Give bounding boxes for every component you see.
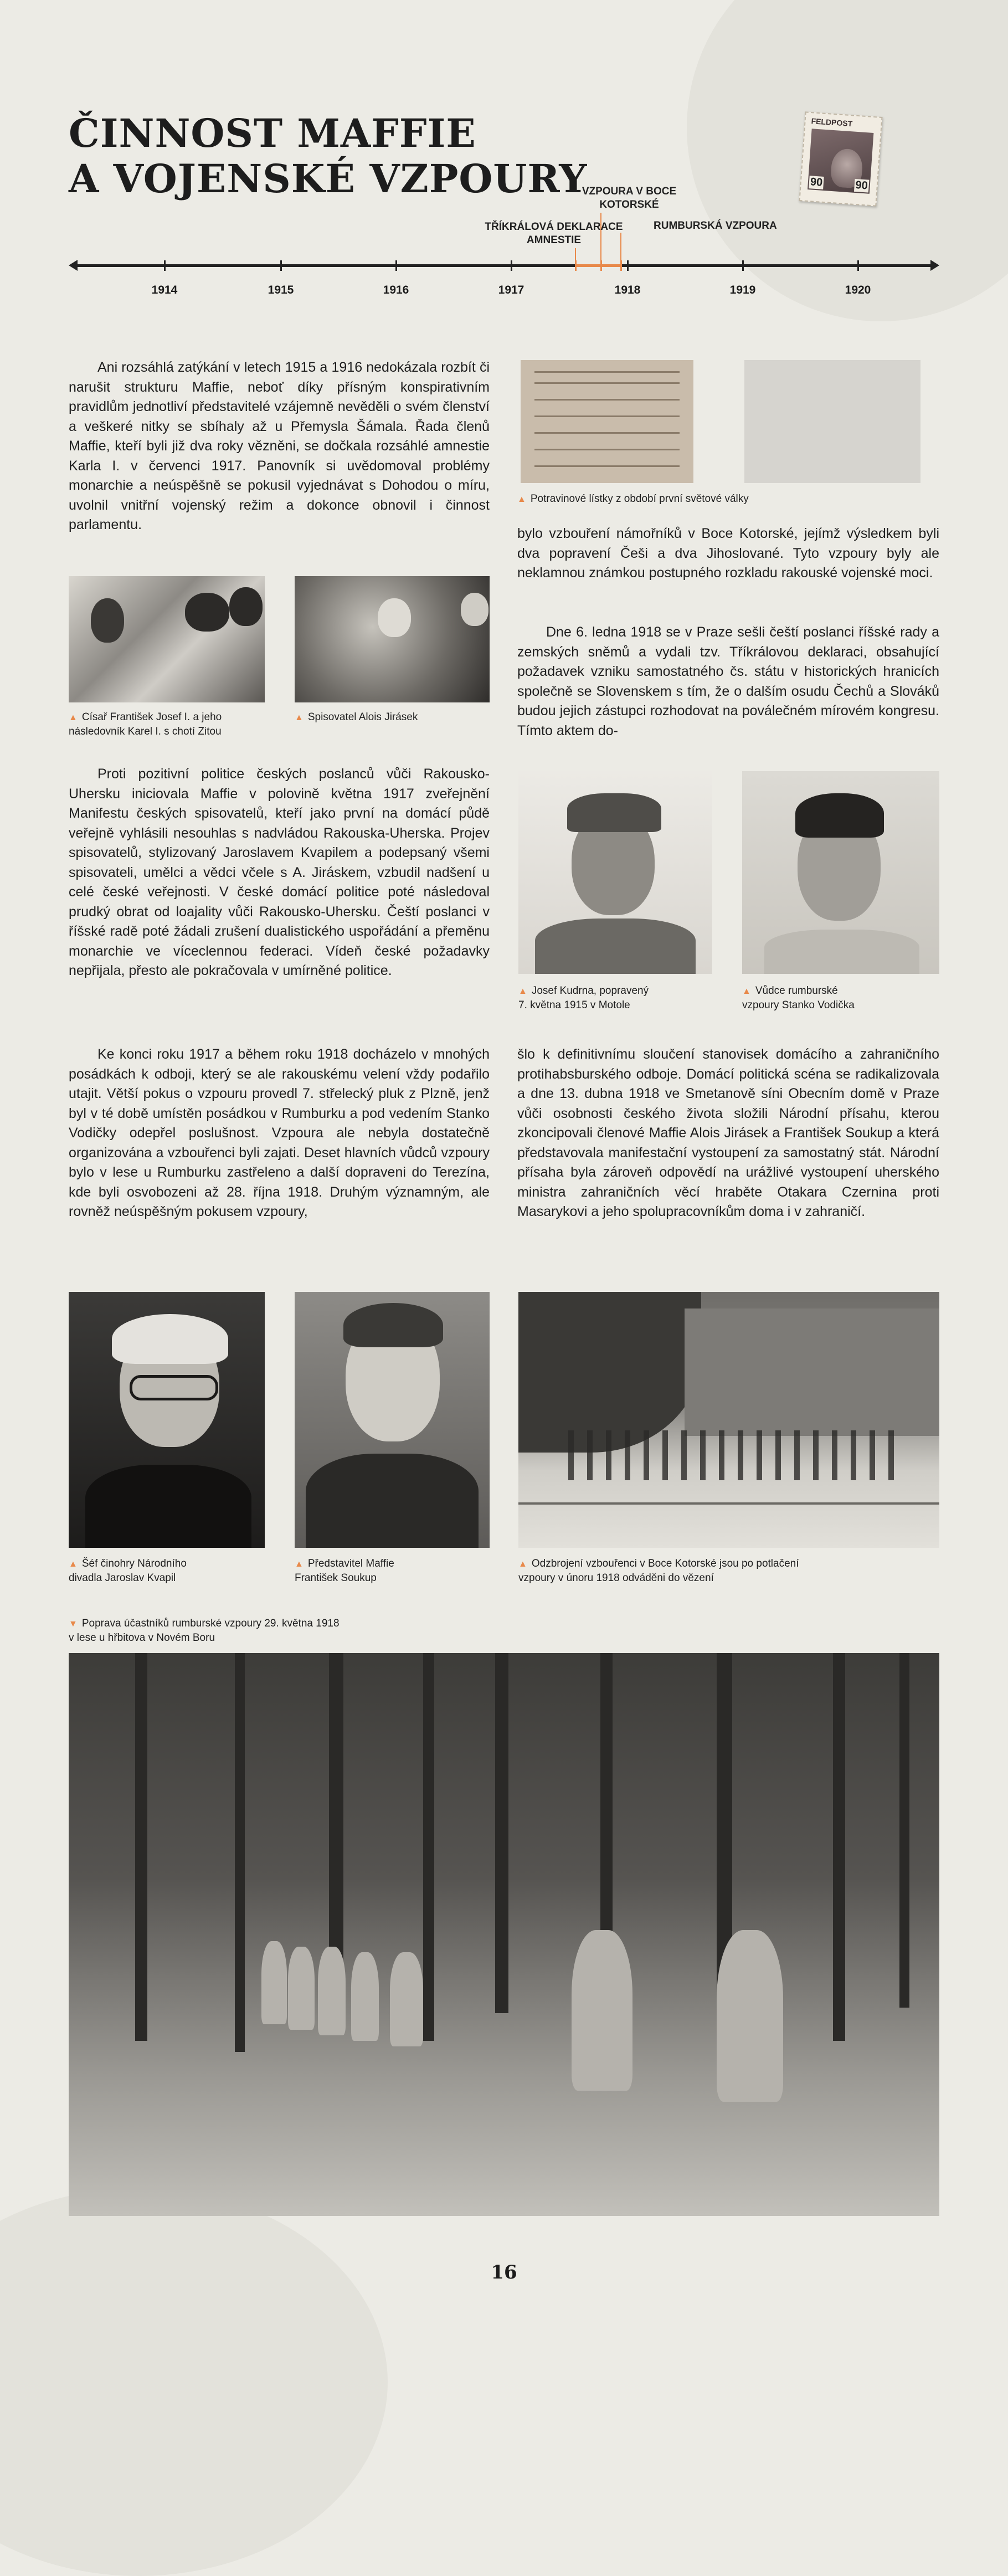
kudrna-portrait <box>518 771 712 974</box>
caption-ration-cards: ▲ Potravinové lístky z období první světové války <box>517 493 749 505</box>
timeline-axis <box>74 264 934 267</box>
page-number: 16 <box>491 2261 517 2283</box>
event-connector <box>575 248 576 263</box>
timeline-year: 1917 <box>498 284 524 296</box>
timeline-tick <box>857 260 859 271</box>
caption-kotor: ▲ Odzbrojení vzbouřenci v Boce Kotorské jsou po potlačení vzpoury v únoru 1918 odváděni do vězení <box>518 1558 799 1584</box>
timeline-event-kotor: VZPOURA V BOCE KOTORSKÉ <box>582 186 677 211</box>
timeline-year: 1914 <box>151 284 178 296</box>
triangle-up-icon: ▲ <box>517 495 526 504</box>
title-line-2: A VOJENSKÉ VZPOURY <box>69 156 588 202</box>
triangle-up-icon: ▲ <box>518 987 527 996</box>
triangle-up-icon: ▲ <box>295 713 304 722</box>
stamp-label: FELDPOST <box>811 116 853 129</box>
ration-card-image <box>744 360 920 483</box>
kotor-mutineers-photo <box>518 1292 939 1548</box>
paragraph: Dne 6. ledna 1918 se v Praze sešli čeští poslanci říšské rady a zemských sněmů a vydali tzv. Tříkrálovou deklaraci, obsahující požadavek vzniku samostatného čs. státu v historických hranicích společně se Slovenskem s tím, že o dalším osudu Čechů a Slováků budou jejich zástupci rozhodovat na poválečném mírovém kongresu. Tímto aktem do- <box>517 624 939 738</box>
title-line-1: ČINNOST MAFFIE <box>69 110 476 156</box>
stamp-value-left: 90 <box>809 176 824 189</box>
timeline-tick <box>511 260 512 271</box>
triangle-up-icon: ▲ <box>69 713 78 722</box>
caption-execution: ▼ Poprava účastníků rumburské vzpoury 29. května 1918 v lese u hřbitova v Novém Boru <box>69 1618 340 1644</box>
timeline-tick <box>742 260 744 271</box>
paragraph: bylo vzbouření námořníků v Boce Kotorské, jejímž výsledkem byli dva popravení Češi a dva Jihoslované. Tyto vzpoury byly ale neklamnou známkou postupného rozkladu rakouské vojenské moci. <box>517 526 939 581</box>
paragraph: Ani rozsáhlá zatýkání v letech 1915 a 1916 nedokázala rozbít či narušit strukturu Maffie, neboť díky přísným konspirativním pravidlům jednotliví představitelé vzájemně nevěděli o svém členství a veškeré nitky se sbíhaly až u Přemysla Šámala. Řada členů Maffie, kteří byli již dva roky vězněni, se dočkala rozsáhlé amnestie Karla I. v červenci 1917. Panovník si uvědomoval problémy monarchie a neúspěšně se pokusil vyjednávat s Dohodou o míru, uvolnil vnitřní vojenský režim a dokonce obnovil i činnost parlamentu. <box>69 360 490 532</box>
triangle-up-icon: ▲ <box>69 1559 78 1569</box>
timeline-arrow-right-icon <box>930 260 939 271</box>
caption-jirasek: ▲ Spisovatel Alois Jirásek <box>295 711 418 723</box>
caption-vodicka: ▲ Vůdce rumburské vzpoury Stanko Vodička <box>742 985 855 1011</box>
timeline-highlight-segment <box>577 264 621 267</box>
timeline-year: 1920 <box>845 284 871 296</box>
emperor-photo <box>69 576 265 702</box>
paragraph: Proti pozitivní politice českých poslanců vůči Rakousko-Uhersku iniciovala Maffie v polovině května 1917 zveřejnění Manifestu českých spisovatelů, kteří jako první na domácí půdě veřejně vyhlásili nesouhlas s nadvládou Rakouska-Uherska. Projev spisovatelů, stylizovaný Jaroslavem Kvapilem a podepsaný všemi spisovateli, umělci a vědci včele s A. Jiráskem, vzbudil nadšení u celé české veřejnosti. V české domácí politice poté následoval prudký obrat od loajality vůči Rakousko-Uhersku. Čeští poslanci v říšské radě poté žádali zrušení dualistického uspořádání a přeměnu monarchie ve víceclennou federaci. Vídeň české požadavky nepřijala, přesto ale pokračovala v umírněné politice. <box>69 766 490 978</box>
ration-card-image <box>521 360 693 483</box>
kvapil-portrait <box>69 1292 265 1548</box>
caption-soukup: ▲ Představitel Maffie František Soukup <box>295 1558 394 1584</box>
vodicka-portrait <box>742 771 939 974</box>
timeline-year: 1919 <box>729 284 756 296</box>
timeline <box>69 256 939 322</box>
triangle-up-icon: ▲ <box>518 1559 527 1569</box>
triangle-down-icon: ▼ <box>69 1619 78 1629</box>
stamp-value-right: 90 <box>854 179 870 193</box>
timeline-tick <box>164 260 166 271</box>
timeline-tick <box>395 260 397 271</box>
caption-kvapil: ▲ Šéf činohry Národního divadla Jaroslav Kvapil <box>69 1558 187 1584</box>
timeline-event-amnesty: TŘÍKRÁLOVÁ DEKLARACE AMNESTIE <box>485 221 623 246</box>
triangle-up-icon: ▲ <box>742 987 751 996</box>
background-decoration <box>0 2188 388 2576</box>
caption-kudrna: ▲ Josef Kudrna, popravený 7. května 1915 v Motole <box>518 985 649 1011</box>
page-title <box>69 111 587 202</box>
timeline-year: 1916 <box>383 284 409 296</box>
timeline-year: 1918 <box>614 284 641 296</box>
caption-emperor: ▲ Císař František Josef I. a jeho následovník Karel I. s chotí Zitou <box>69 711 222 737</box>
timeline-tick <box>627 260 629 271</box>
paragraph: šlo k definitivnímu sloučení stanovisek domácího a zahraničního protihabsburského odboje. Domácí politická scéna se radikalizovala a dne 13. dubna 1918 ve Smetanově síni Obecním domě v Praze vůči osobnosti českého života složili Národní přísahu, kterou zkoncipovali členové Maffie Alois Jirásek a František Soukup a která představovala manifestační vystoupení za samostatný stát. Národní přísaha byla zároveň odpovědí na urážlivé vystoupení uherského ministra zahraničních věcí hraběte Otakara Czernina proti Masarykovi a jeho spolupracovníkům doma i v zahraničí. <box>517 1046 939 1219</box>
triangle-up-icon: ▲ <box>295 1559 304 1569</box>
paragraph: Ke konci roku 1917 a během roku 1918 docházelo v mnohých posádkách k odboji, který se ale rakouskému velení vždy podařilo utajit. Větší pokus o vzpouru provedl 7. střelecký pluk z Plzně, jenž byl v té době umístěn posádkou v Rumburku a pod vedením Stanko Vodičky odepřel poslušnost. Vzpoura ale nebyla dostatečně organizována a vzbouřenci byli zajati. Deset hlavních vůdců vzpoury bylo v lese u Rumburku zastřeleno a další dopraveni do Terezína, kde byli osvobozeni až 28. října 1918. Druhým významným, ale rovněž neúspěšným pokusem vzpoury, <box>69 1046 490 1219</box>
timeline-year: 1915 <box>268 284 294 296</box>
soukup-portrait <box>295 1292 490 1548</box>
postage-stamp-image <box>799 111 883 206</box>
timeline-tick <box>280 260 282 271</box>
timeline-event-rumburk: RUMBURSKÁ VZPOURA <box>654 220 777 232</box>
rumburk-execution-photo <box>69 1653 939 2216</box>
jirasek-photo <box>295 576 490 702</box>
